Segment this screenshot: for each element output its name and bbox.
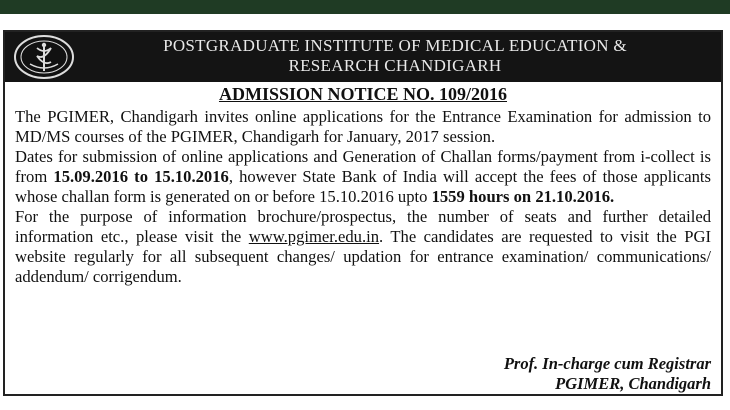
website-link[interactable]: www.pgimer.edu.in — [248, 227, 380, 246]
pgimer-logo-icon — [13, 34, 75, 80]
notice-frame — [3, 30, 723, 396]
institute-name-line2: RESEARCH CHANDIGARH — [288, 56, 502, 75]
notice-header — [5, 32, 721, 82]
dates-deadline: 1559 hours on 21.10.2016. — [431, 187, 615, 206]
paragraph-dates — [15, 147, 711, 207]
notice-title — [5, 82, 721, 106]
notice-title-text: ADMISSION NOTICE NO. 109/2016 — [218, 84, 508, 104]
notice-body — [15, 107, 711, 287]
dates-text-a: Dates for submission of online applications and Generation of Challan forms/payment from i-collect is from — [15, 147, 711, 186]
dates-text-b: , however State Bank of India will accept the fees of those applicants whose challan form is generated on or before 15.10.2016 upto — [15, 167, 712, 206]
signature-line2: PGIMER, Chandigarh — [555, 374, 711, 393]
dates-range: 15.09.2016 to 15.10.2016 — [53, 167, 229, 186]
paragraph-invitation: The PGIMER, Chandigarh invites online applications for the Entrance Examination for admission to MD/MS courses of the PGIMER, Chandigarh for January, 2017 session. — [15, 107, 711, 146]
paragraph-information — [15, 207, 711, 287]
institute-name-line1: POSTGRADUATE INSTITUTE OF MEDICAL EDUCATION & — [163, 36, 627, 55]
institute-name — [85, 36, 705, 76]
top-color-bar — [0, 0, 730, 14]
info-text-a: For the purpose of information brochure/prospectus, the number of seats and further detailed information etc., please visit the — [15, 207, 711, 246]
signature-line1: Prof. In-charge cum Registrar — [503, 354, 711, 373]
info-text-b: . The candidates are requested to visit the PGI website regularly for all subsequent changes/ updation for entrance examination/ communications/ addendum/ corrigendum. — [15, 227, 711, 286]
